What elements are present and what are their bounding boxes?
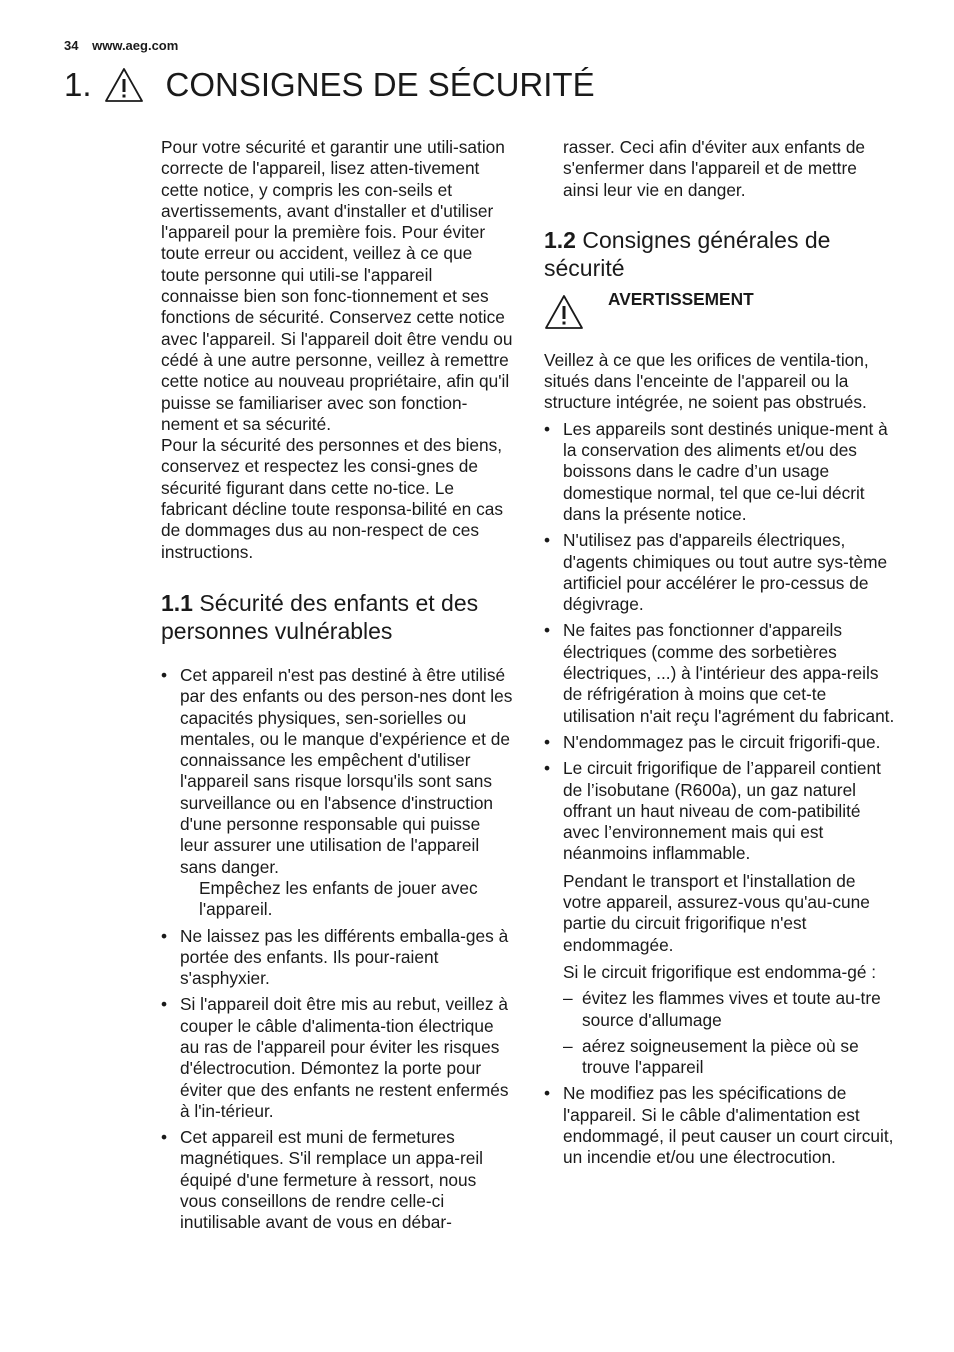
list-item: • Cet appareil n'est pas destiné à être utilisé par des enfants ou des person-nes dont les capacités physiques, sen-sorielles ou mentales, ou le manque d'expérience et de connaissance les empêchent d'utiliser l'appareil sans risque lorsqu'ils sont sans surveillance ou en l'absence d'instruction d'une personne responsable qui puisse leur assurer une utilisation de l'appareil sans danger. Empêchez les enfants de jouer avec l'appareil. — [161, 665, 513, 921]
section-number: 1.1 — [161, 589, 193, 616]
list-item: • N'endommagez pas le circuit frigorifi-que. — [544, 732, 896, 753]
section-heading-1-2 — [544, 226, 896, 282]
website-url: www.aeg.com — [92, 38, 179, 53]
list-item: • Cet appareil est muni de fermetures magnétiques. S'il remplace un appa-reil équipé d'une fermeture à ressort, nous vous conseillons de rendre celle-ci inutilisable avant de vous en débar- — [161, 1127, 513, 1233]
list-item: • Ne modifiez pas les spécifications de l'appareil. Si le câble d'alimentation est endommagé, il peut causer un court circuit, un incendie et/ou une électrocution. — [544, 1083, 896, 1168]
continuation-text: rasser. Ceci afin d'éviter aux enfants de s'enfermer dans l'appareil et de mettre ainsi leur vie en danger. — [563, 137, 866, 200]
section-heading-1-1 — [161, 589, 513, 645]
list-item: • Si l'appareil doit être mis au rebut, veillez à couper le câble d'alimenta-tion électrique au ras de l'appareil pour éviter les risques d'électrocution. Démontez la porte pour éviter que des enfants ne restent enfermés à l'in-térieur. — [161, 994, 513, 1122]
page-number: 34 — [64, 38, 79, 53]
section-number: 1.2 — [544, 226, 576, 253]
dash-item: – aérez soigneusement la pièce où se trouve l'appareil — [563, 1036, 896, 1079]
chapter-title: CONSIGNES DE SÉCURITÉ — [165, 66, 595, 103]
list-item: • Les appareils sont destinés unique-ment à la conservation des aliments et/ou des boissons dans le cadre d’un usage domestique normal, tel que ce-lui décrit dans la présente notice. — [544, 419, 896, 525]
warning-triangle-icon — [104, 67, 144, 103]
chapter-number: 1. — [64, 66, 92, 103]
list-item: • Ne laissez pas les différents emballa-ges à portée des enfants. Ils pour-raient s'asphyxier. — [161, 926, 513, 990]
ventilation-paragraph: Veillez à ce que les orifices de ventila-tion, situés dans l'enceinte de l'appareil ou la structure intégrée, ne soient pas obstrués. — [544, 349, 869, 413]
page-title — [64, 66, 595, 104]
left-column — [161, 137, 513, 1239]
intro-paragraph: Pour la sécurité des personnes et des biens, conservez et respectez les consi-gnes de sécurité figurant dans cette no-tice. Le fabricant décline toute responsa-bilité en cas de dommages dus au non-respect de ces instructions. — [161, 435, 503, 562]
list-item: • N'utilisez pas d'appareils électriques, d'agents chimiques ou tout autre sys-tème artificiel pour accélérer le pro-cessus de dégivrage. — [544, 530, 896, 615]
warning-triangle-icon — [544, 294, 584, 330]
section-title: Sécurité des enfants et des personnes vulnérables — [161, 589, 479, 644]
children-safety-list — [161, 665, 513, 1234]
section-title: Consignes générales de sécurité — [544, 226, 831, 281]
warning-label: AVERTISSEMENT — [608, 288, 754, 309]
intro-paragraph: Pour votre sécurité et garantir une utili-sation correcte de l'appareil, lisez atten-tivement cette notice, y compris les con-seils et avertissements, avant d'installer et d'utiliser l'appareil pour la première fois. Pour éviter toute erreur ou accident, veillez à ce que toute personne qui utili-se l'appareil connaisse bien son fonc-tionnement et ses fonctions de sécurité. Conservez cette notice avec l'appareil. Si l'appareil doit être vendu ou cédé à une autre personne, veillez à remettre cette notice au nouveau propriétaire, afin qu'il puisse se familiariser avec son fonction-nement et sa sécurité. — [161, 137, 513, 434]
list-item: • Ne faites pas fonctionner d'appareils électriques (comme des sorbetières électriques, ...) à l'intérieur des appa-reils de réfrigération à moins que cet-te utilisation n'ait reçu l'agrément du fabricant. — [544, 620, 896, 726]
page-header — [64, 38, 178, 53]
dash-item: – évitez les flammes vives et toute au-tre source d'allumage — [563, 988, 896, 1031]
dash-list — [563, 988, 896, 1078]
list-item: • Le circuit frigorifique de l’appareil contient de l’isobutane (R600a), un gaz naturel offrant un haut niveau de com-patibilité avec l’environnement mais qui est néanmoins inflammable. Pendant le transport et l'installation de votre appareil, assurez-vous qu'au-cune partie du circuit frigorifique n'est endommagée. Si le circuit frigorifique est endomma-gé : – évitez les flammes vives et toute au-tre source d'allumage – aérez soigneusement la pièce où se trouve l'appareil — [544, 758, 896, 1078]
general-safety-list — [544, 419, 896, 1169]
right-column — [544, 137, 896, 1174]
warning-box — [544, 288, 896, 330]
